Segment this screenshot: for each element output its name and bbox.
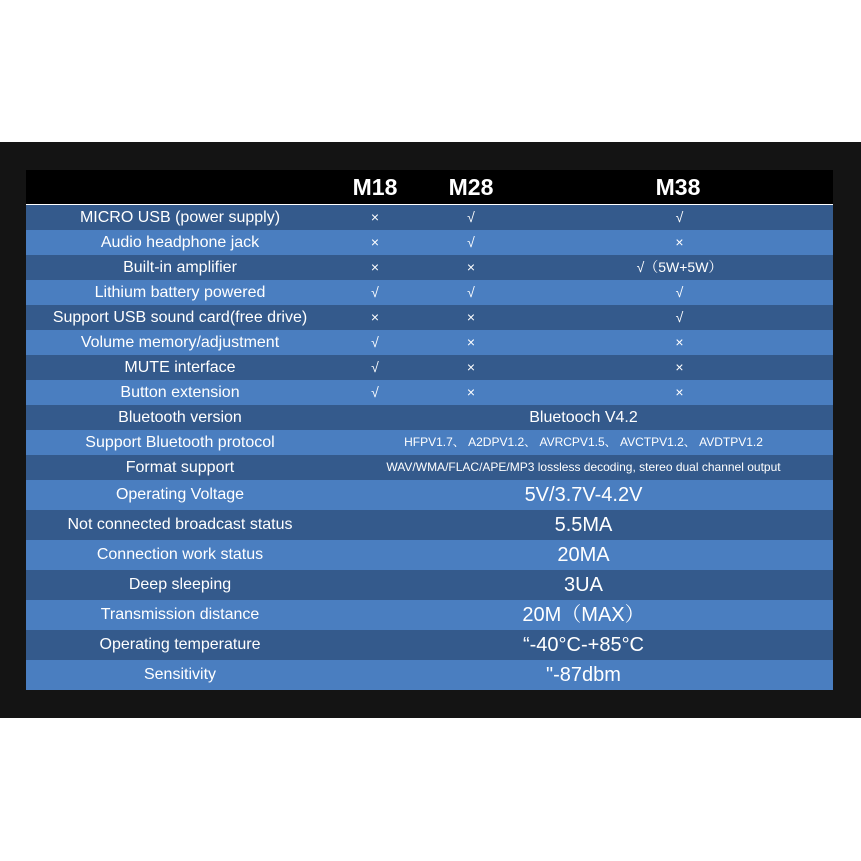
spec-value: WAV/WMA/FLAC/APE/MP3 lossless decoding, stereo dual channel output: [386, 460, 781, 474]
m28-cell: ×: [466, 359, 476, 375]
spec-value: 20M（MAX）: [522, 604, 645, 626]
table-row: [26, 630, 833, 660]
table-row: [26, 510, 833, 540]
m38-cell: ×: [675, 234, 684, 250]
feature-label: Audio headphone jack: [100, 234, 260, 251]
m38-cell: √: [675, 209, 684, 225]
table-row: [26, 455, 833, 480]
spec-value: 3UA: [564, 574, 603, 596]
table-row: [26, 255, 833, 280]
feature-label: Transmission distance: [100, 606, 260, 623]
m28-cell: √: [467, 284, 475, 300]
spec-value: 5.5MA: [554, 514, 613, 536]
m28-cell: √: [467, 234, 475, 250]
feature-label: Not connected broadcast status: [67, 516, 293, 533]
m18-cell: ×: [370, 309, 380, 325]
table-row: [26, 570, 833, 600]
m28-cell: √: [467, 209, 475, 225]
spec-value: Bluetooch V4.2: [529, 409, 638, 426]
header-m38: M38: [655, 174, 701, 200]
table-row: [26, 660, 833, 690]
table-row: [26, 230, 833, 255]
feature-label: Bluetooth version: [118, 409, 242, 426]
spec-table: [26, 170, 833, 690]
feature-label: MUTE interface: [124, 359, 236, 376]
spec-value: 5V/3.7V-4.2V: [524, 484, 643, 506]
m18-cell: √: [371, 334, 379, 350]
table-row: [26, 430, 833, 455]
m38-cell: ×: [675, 359, 684, 375]
table-row: [26, 330, 833, 355]
feature-label: Format support: [125, 459, 235, 476]
m38-cell: ×: [675, 334, 684, 350]
feature-label: Operating temperature: [99, 636, 261, 653]
spec-value: "-87dbm: [546, 664, 621, 686]
table-row: [26, 355, 833, 380]
feature-label: Connection work status: [96, 546, 264, 563]
m18-cell: ×: [370, 259, 380, 275]
m18-cell: √: [371, 384, 379, 400]
table-row: [26, 480, 833, 510]
feature-label: Deep sleeping: [128, 576, 232, 593]
feature-label: Lithium battery powered: [94, 284, 266, 301]
m28-cell: ×: [466, 334, 476, 350]
feature-label: Volume memory/adjustment: [80, 334, 280, 351]
table-row: [26, 305, 833, 330]
m38-cell: √: [675, 284, 684, 300]
m38-cell: √（5W+5W）: [636, 259, 723, 275]
spec-value: 20MA: [557, 544, 610, 566]
feature-label: Operating Voltage: [115, 486, 245, 503]
m28-cell: ×: [466, 259, 476, 275]
feature-label: MICRO USB (power supply): [79, 209, 281, 226]
m18-cell: ×: [370, 209, 380, 225]
m18-cell: √: [371, 359, 379, 375]
m28-cell: ×: [466, 384, 476, 400]
spec-value: “-40°C-+85°C: [522, 634, 645, 656]
table-row: [26, 380, 833, 405]
table-row: [26, 205, 833, 230]
header-m28: M28: [448, 174, 494, 200]
m38-cell: ×: [675, 384, 684, 400]
feature-label: Button extension: [120, 384, 240, 401]
feature-label: Sensitivity: [143, 666, 217, 683]
header-m18: M18: [352, 174, 398, 200]
table-row: [26, 405, 833, 430]
table-row: [26, 280, 833, 305]
feature-label: Support USB sound card(free drive): [52, 309, 308, 326]
feature-label: Built-in amplifier: [123, 259, 237, 276]
m38-cell: √: [675, 309, 684, 325]
spec-value: HFPV1.7、 A2DPV1.2、 AVRCPV1.5、 AVCTPV1.2、 AVDTPV1.2: [404, 435, 763, 449]
m18-cell: ×: [370, 234, 380, 250]
m28-cell: ×: [466, 309, 476, 325]
table-row: [26, 600, 833, 630]
feature-label: Support Bluetooth protocol: [85, 434, 275, 451]
m18-cell: √: [371, 284, 379, 300]
table-row: [26, 540, 833, 570]
table-header: [26, 170, 833, 205]
